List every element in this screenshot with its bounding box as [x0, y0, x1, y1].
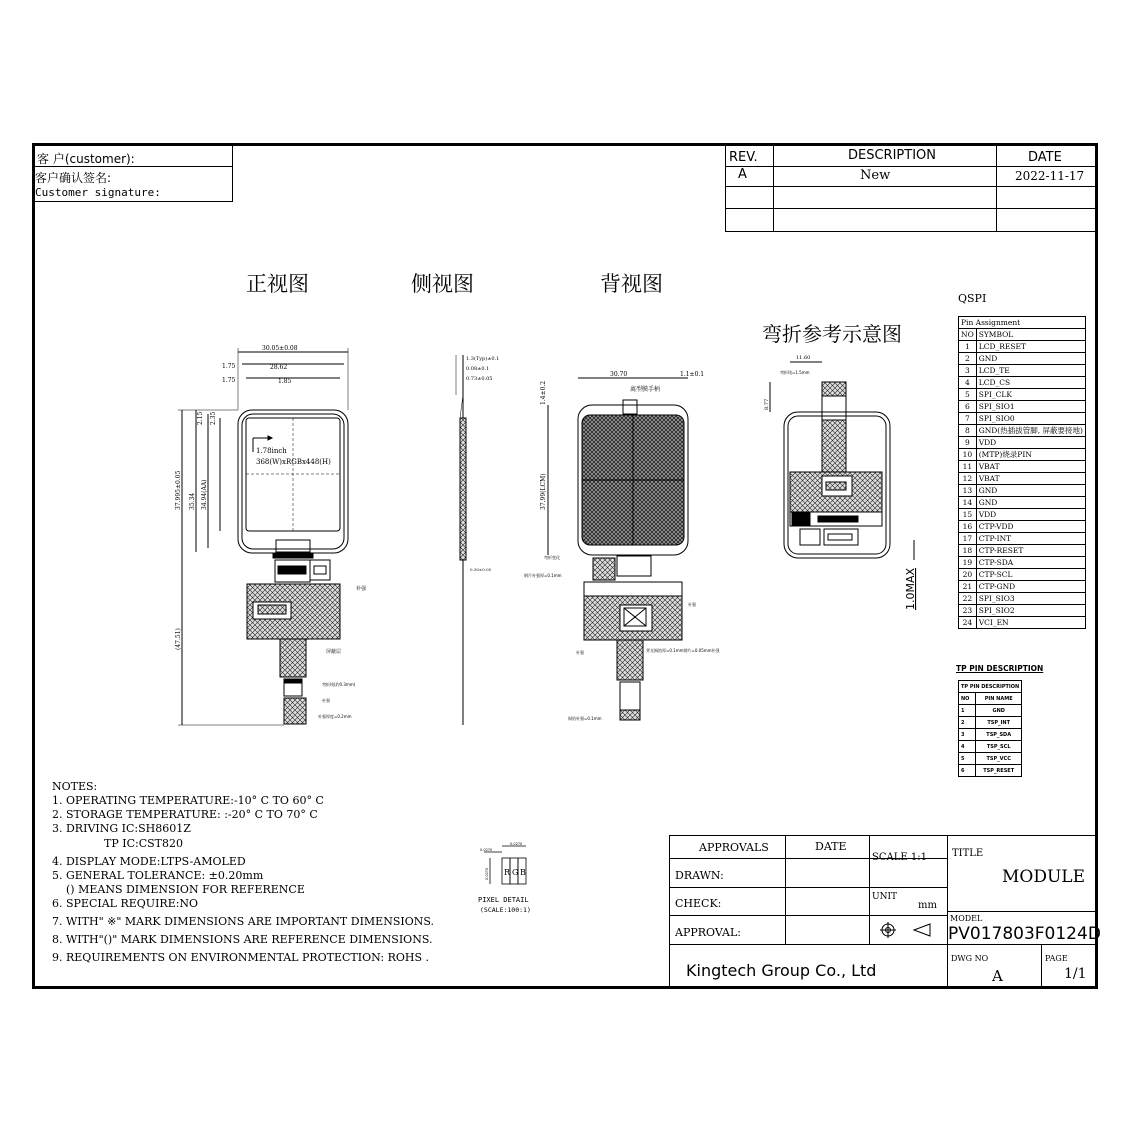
bend-max-label: 1.0MAX: [904, 567, 917, 610]
tp-pin-no: 3: [959, 729, 976, 741]
pixel-dim-2: 0.0270: [480, 848, 493, 852]
note-4: 4. DISPLAY MODE:LTPS-AMOLED: [52, 855, 246, 868]
qspi-pin-row: [959, 509, 1086, 521]
qspi-pin-row: [959, 461, 1086, 473]
back-dim-2: 1.1±0.1: [680, 371, 705, 378]
projection-symbol-icon: [878, 920, 938, 940]
dim-top-middle: 28.62: [270, 364, 288, 371]
qspi-pin-row: [959, 521, 1086, 533]
qspi-pin-symbol: GND: [976, 353, 1085, 365]
qspi-pin-symbol: VBAT: [976, 473, 1085, 485]
check-label: CHECK:: [675, 897, 722, 910]
qspi-pin-no: 6: [959, 401, 977, 413]
qspi-pin-no: 22: [959, 593, 977, 605]
back-dim-1: 30.70: [610, 371, 628, 378]
qspi-pin-symbol: CTP-GND: [976, 581, 1085, 593]
qspi-pin-no: 18: [959, 545, 977, 557]
tp-col-name: PIN NAME: [976, 693, 1022, 705]
tp-pin-no: 6: [959, 765, 976, 777]
qspi-pin-symbol: LCD_RESET: [976, 341, 1085, 353]
front-view-drawing: [160, 340, 390, 740]
qspi-pin-no: 16: [959, 521, 977, 533]
note-3: 3. DRIVING IC:SH8601Z: [52, 822, 191, 835]
front-callout-3: 弯折线(约0.3mm): [322, 682, 356, 687]
qspi-pin-row: [959, 365, 1086, 377]
rev-header: REV.: [729, 150, 758, 165]
tp-pin-no: 2: [959, 717, 976, 729]
qspi-col-no: NO: [959, 329, 977, 341]
customer-confirm-label: 客户确认签名:: [35, 171, 112, 185]
pixel-detail-scale: (SCALE:100:1): [480, 906, 531, 914]
qspi-pin-no: 9: [959, 437, 977, 449]
qspi-pin-no: 13: [959, 485, 977, 497]
back-callout-7: 铜箔补强=0.1mm: [568, 716, 602, 721]
qspi-pin-no: 14: [959, 497, 977, 509]
qspi-pin-symbol: GND: [976, 497, 1085, 509]
qspi-pin-symbol: LCD_TE: [976, 365, 1085, 377]
qspi-pin-row: [959, 401, 1086, 413]
back-callout-6: 背光铜箔厚=0.1mm钢片=0.05mm补强: [646, 648, 720, 653]
dwg-value: A: [992, 967, 1003, 985]
qspi-pin-symbol: SPI_SIO2: [976, 605, 1085, 617]
qspi-pin-no: 2: [959, 353, 977, 365]
tp-pin-row: [959, 741, 1022, 753]
dwg-label: DWG NO: [951, 954, 989, 963]
qspi-pin-symbol: CTP-SDA: [976, 557, 1085, 569]
qspi-pin-symbol: VBAT: [976, 461, 1085, 473]
qspi-pin-no: 21: [959, 581, 977, 593]
back-callout-5: 补强: [576, 650, 584, 655]
screen-resolution: 368(W)xRGBx448(H): [256, 458, 331, 466]
tp-pin-name: TSP_SDA: [976, 729, 1022, 741]
tp-pin-row: [959, 753, 1022, 765]
qspi-pin-no: 11: [959, 461, 977, 473]
note-1: 1. OPERATING TEMPERATURE:-10° C TO 60° C: [52, 794, 324, 807]
customer-label: 客 户(customer):: [37, 152, 135, 166]
rev-description: New: [860, 168, 891, 183]
dim-left-e: 2.35: [210, 411, 217, 425]
qspi-pin-row: [959, 557, 1086, 569]
qspi-pin-symbol: GND: [976, 485, 1085, 497]
title-label: TITLE: [952, 848, 984, 859]
approval-label: APPROVAL:: [675, 926, 742, 939]
company-name: Kingtech Group Co., Ltd: [686, 961, 877, 980]
qspi-pin-no: 1: [959, 341, 977, 353]
tp-pin-name: TSP_RESET: [976, 765, 1022, 777]
qspi-pin-no: 15: [959, 509, 977, 521]
qspi-pin-symbol: SPI_CLK: [976, 389, 1085, 401]
qspi-pin-row: [959, 497, 1086, 509]
date-header: DATE: [1028, 150, 1062, 165]
bend-view-drawing: [760, 348, 940, 618]
front-callout-5: 补强厚度=0.2mm: [318, 714, 352, 719]
tp-pin-table: [958, 680, 1022, 777]
qspi-pin-symbol: CTP-VDD: [976, 521, 1085, 533]
pixel-dim-1: 0.0270: [510, 842, 523, 846]
qspi-pin-symbol: VDD: [976, 437, 1085, 449]
tp-pin-no: 1: [959, 705, 976, 717]
qspi-pin-row: [959, 413, 1086, 425]
qspi-pin-no: 3: [959, 365, 977, 377]
qspi-pin-row: [959, 425, 1086, 437]
tp-col-no: NO: [959, 693, 976, 705]
qspi-pin-row: [959, 581, 1086, 593]
back-view-title: 背视图: [600, 272, 663, 296]
dim-left-mark-1: 1.75: [222, 363, 236, 370]
tp-pin-row: [959, 765, 1022, 777]
qspi-title: QSPI: [958, 292, 987, 305]
notes-title: NOTES:: [52, 780, 98, 793]
dim-left-b: 35.34: [189, 492, 196, 510]
date-label: DATE: [815, 840, 847, 853]
qspi-col-symbol: SYMBOL: [976, 329, 1085, 341]
front-callout-1: 补强: [356, 586, 367, 592]
qspi-pin-row: [959, 449, 1086, 461]
model-value: PV017803F0124D: [948, 924, 1101, 944]
tp-pin-name: TSP_VCC: [976, 753, 1022, 765]
pixel-r: R: [504, 868, 511, 877]
qspi-pin-symbol: VCI_EN: [976, 617, 1085, 629]
qspi-pin-symbol: CTP-SCL: [976, 569, 1085, 581]
back-callout-4: 补强: [688, 602, 696, 607]
screen-size: 1.78inch: [256, 447, 287, 455]
qspi-pin-symbol: VDD: [976, 509, 1085, 521]
note-3b: TP IC:CST820: [104, 837, 183, 850]
pixel-g: G: [512, 868, 519, 877]
front-callout-4: 补强: [322, 698, 330, 703]
qspi-pin-symbol: SPI_SIO1: [976, 401, 1085, 413]
tp-pin-row: [959, 717, 1022, 729]
qspi-pin-no: 24: [959, 617, 977, 629]
qspi-pin-row: [959, 593, 1086, 605]
qspi-pin-row: [959, 485, 1086, 497]
tp-header: TP PIN DESCRIPTION: [959, 681, 1022, 693]
qspi-pin-symbol: CTP-RESET: [976, 545, 1085, 557]
note-6: 6. SPECIAL REQUIRE:NO: [52, 897, 199, 910]
tp-pin-title: TP PIN DESCRIPTION: [956, 664, 1044, 673]
qspi-pin-row: [959, 617, 1086, 629]
dim-left-a: 37.995±0.05: [175, 470, 182, 510]
pixel-detail-label: PIXEL DETAIL: [478, 896, 529, 904]
qspi-pin-symbol: SPI_SIO3: [976, 593, 1085, 605]
qspi-pin-row: [959, 473, 1086, 485]
qspi-pin-symbol: LCD_CS: [976, 377, 1085, 389]
qspi-header: Pin Assignment: [959, 317, 1086, 329]
qspi-pin-no: 12: [959, 473, 977, 485]
qspi-pin-no: 10: [959, 449, 977, 461]
side-dim-1: 1.3(Typ)±0.1: [466, 356, 500, 362]
description-header: DESCRIPTION: [848, 148, 936, 163]
bend-view-title: 弯折参考示意图: [762, 322, 902, 346]
side-dim-2: 0.08±0.1: [466, 366, 490, 372]
note-9: 9. REQUIREMENTS ON ENVIRONMENTAL PROTECTION: ROHS .: [52, 951, 429, 964]
qspi-pin-no: 19: [959, 557, 977, 569]
side-dim-4: 0.30±0.05: [470, 567, 492, 572]
bend-dim-1: 11.60: [796, 355, 811, 361]
tp-pin-no: 5: [959, 753, 976, 765]
pixel-detail: [470, 838, 550, 918]
dim-left-mark-2: 1.75: [222, 377, 236, 384]
page-label: PAGE: [1045, 954, 1068, 963]
dim-total-height: (47.51): [175, 628, 182, 650]
pixel-dim-3: 0.0270: [485, 867, 489, 880]
qspi-pin-symbol: (MTP)烧录PIN: [976, 449, 1085, 461]
qspi-pin-row: [959, 545, 1086, 557]
qspi-pin-symbol: GND(热插拔管脚, 屏蔽要接地): [976, 425, 1085, 437]
tp-pin-name: GND: [976, 705, 1022, 717]
drawn-label: DRAWN:: [675, 869, 724, 882]
tp-pin-name: TSP_INT: [976, 717, 1022, 729]
qspi-pin-no: 17: [959, 533, 977, 545]
side-view-title: 侧视图: [411, 272, 474, 296]
qspi-pin-symbol: SPI_SIO0: [976, 413, 1085, 425]
front-callout-2: 屏蔽层: [326, 649, 342, 655]
dim-left-d: 2.15: [197, 411, 204, 425]
note-5b: () MEANS DIMENSION FOR REFERENCE: [66, 883, 305, 896]
scale-label: SCALE 1:1: [872, 852, 927, 863]
qspi-pin-row: [959, 437, 1086, 449]
back-callout-2: 弯折变化: [544, 555, 560, 560]
dim-left-c: 34.94(AA): [201, 479, 208, 510]
qspi-pin-symbol: CTP-INT: [976, 533, 1085, 545]
qspi-pin-no: 7: [959, 413, 977, 425]
unit-value: mm: [918, 900, 937, 911]
back-callout-3: 钢片补强厚=0.1mm: [524, 573, 562, 578]
dim-top-overall: 30.05±0.08: [262, 345, 298, 352]
qspi-pin-row: [959, 341, 1086, 353]
back-dim-3: 1.4±0.2: [540, 380, 547, 405]
approvals-label: APPROVALS: [699, 841, 769, 854]
qspi-pin-row: [959, 353, 1086, 365]
qspi-pin-row: [959, 389, 1086, 401]
qspi-pin-no: 20: [959, 569, 977, 581]
customer-signature-label: Customer signature:: [35, 186, 161, 199]
pixel-b: B: [520, 868, 526, 877]
note-7: 7. WITH" ※" MARK DIMENSIONS ARE IMPORTANT DIMENSIONS.: [52, 915, 434, 928]
back-view-drawing: [520, 360, 760, 740]
bend-dim-2: 弯折线=1.5mm: [780, 370, 810, 375]
qspi-pin-row: [959, 377, 1086, 389]
qspi-pin-row: [959, 533, 1086, 545]
qspi-pin-row: [959, 605, 1086, 617]
qspi-pin-no: 5: [959, 389, 977, 401]
tp-pin-row: [959, 705, 1022, 717]
qspi-pin-no: 23: [959, 605, 977, 617]
side-dim-3: 0.73±0.05: [466, 376, 493, 382]
page-value: 1/1: [1064, 966, 1087, 982]
model-label: MODEL: [950, 914, 983, 923]
tp-pin-row: [959, 729, 1022, 741]
qspi-pin-no: 8: [959, 425, 977, 437]
qspi-pin-table: [958, 316, 1086, 629]
note-2: 2. STORAGE TEMPERATURE: :-20° C TO 70° C: [52, 808, 318, 821]
qspi-pin-no: 4: [959, 377, 977, 389]
front-view-title: 正视图: [246, 272, 309, 296]
title-value: MODULE: [1002, 867, 1085, 887]
unit-label: UNIT: [872, 892, 898, 902]
rev-date: 2022-11-17: [1015, 169, 1085, 183]
back-callout-1: 离型膜手柄: [630, 386, 661, 393]
tp-pin-name: TSP_SCL: [976, 741, 1022, 753]
note-8: 8. WITH"()" MARK DIMENSIONS ARE REFERENCE DIMENSIONS.: [52, 933, 433, 946]
note-5: 5. GENERAL TOLERANCE: ±0.20mm: [52, 869, 264, 882]
dim-top-inner: 1.85: [278, 378, 292, 385]
qspi-pin-row: [959, 569, 1086, 581]
bend-dim-3: 8.77: [764, 398, 770, 410]
back-dim-4: 37.99(LCM): [540, 473, 547, 510]
rev-a: A: [738, 167, 747, 182]
tp-pin-no: 4: [959, 741, 976, 753]
